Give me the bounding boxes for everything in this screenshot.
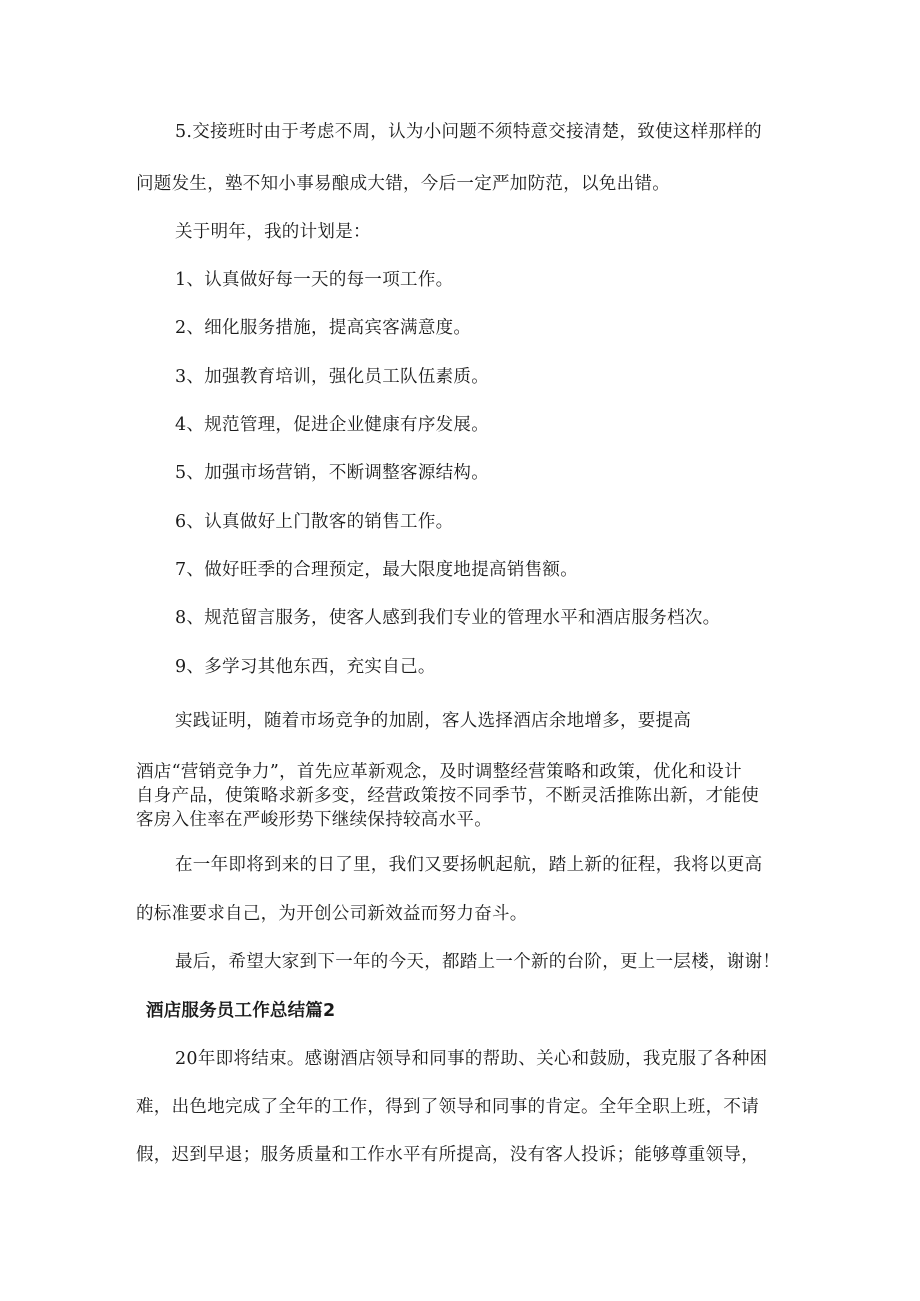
practice-line-1: 实践证明，随着市场竞争的加剧，客人选择酒店余地增多，要提高 <box>175 711 692 731</box>
plan-item-2: 2、细化服务措施，提高宾客满意度。 <box>175 318 472 338</box>
plan-item-5: 5、加强市场营销，不断调整客源结构。 <box>175 463 490 483</box>
plan-item-9: 9、多学习其他东西，充实自己。 <box>175 657 436 677</box>
plan-item-6: 6、认真做好上门散客的销售工作。 <box>175 512 454 532</box>
summary-line-2: 难，出色地完成了全年的工作，得到了领导和同事的肯定。全年全职上班，不请 <box>136 1097 759 1117</box>
plan-item-1: 1、认真做好每一天的每一项工作。 <box>175 270 454 290</box>
practice-line-2: 酒店“营销竞争力”，首先应革新观念，及时调整经营策略和政策，优化和设计 <box>136 762 742 782</box>
summary-line-3: 假，迟到早退；服务质量和工作水平有所提高，没有客人投诉；能够尊重领导， <box>136 1145 759 1165</box>
plan-item-3: 3、加强教育培训，强化员工队伍素质。 <box>175 367 490 387</box>
summary-line-1: 20年即将结束。感谢酒店领导和同事的帮助、关心和鼓励，我克服了各种困 <box>175 1049 768 1069</box>
plan-item-8: 8、规范留言服务，使客人感到我们专业的管理水平和酒店服务档次。 <box>175 608 721 628</box>
closing-line: 最后，希望大家到下一年的今天，都踏上一个新的台阶，更上一层楼，谢谢！ <box>175 952 781 972</box>
item5-line-2: 问题发生，塾不知小事易酿成大错，今后一定严加防范，以免出错。 <box>136 174 670 194</box>
future-line-1: 在一年即将到来的日了里，我们又要扬帆起航，踏上新的征程，我将以更高 <box>175 855 763 875</box>
practice-line-4: 客房入住率在严峻形势下继续保持较高水平。 <box>136 810 492 830</box>
item5-line-1: 5.交接班时由于考虑不周，认为小问题不须特意交接清楚，致使这样那样的 <box>175 122 762 142</box>
plan-item-4: 4、规范管理，促进企业健康有序发展。 <box>175 415 490 435</box>
future-line-2: 的标准要求自己，为开创公司新效益而努力奋斗。 <box>136 904 528 924</box>
section-2-title: 酒店服务员工作总结篇2 <box>146 1001 336 1021</box>
practice-line-3: 自身产品，使策略求新多变，经营政策按不同季节，不断灵活推陈出新，才能使 <box>136 786 759 806</box>
plan-item-7: 7、做好旺季的合理预定，最大限度地提高销售额。 <box>175 560 579 580</box>
plan-intro: 关于明年，我的计划是： <box>175 222 371 242</box>
